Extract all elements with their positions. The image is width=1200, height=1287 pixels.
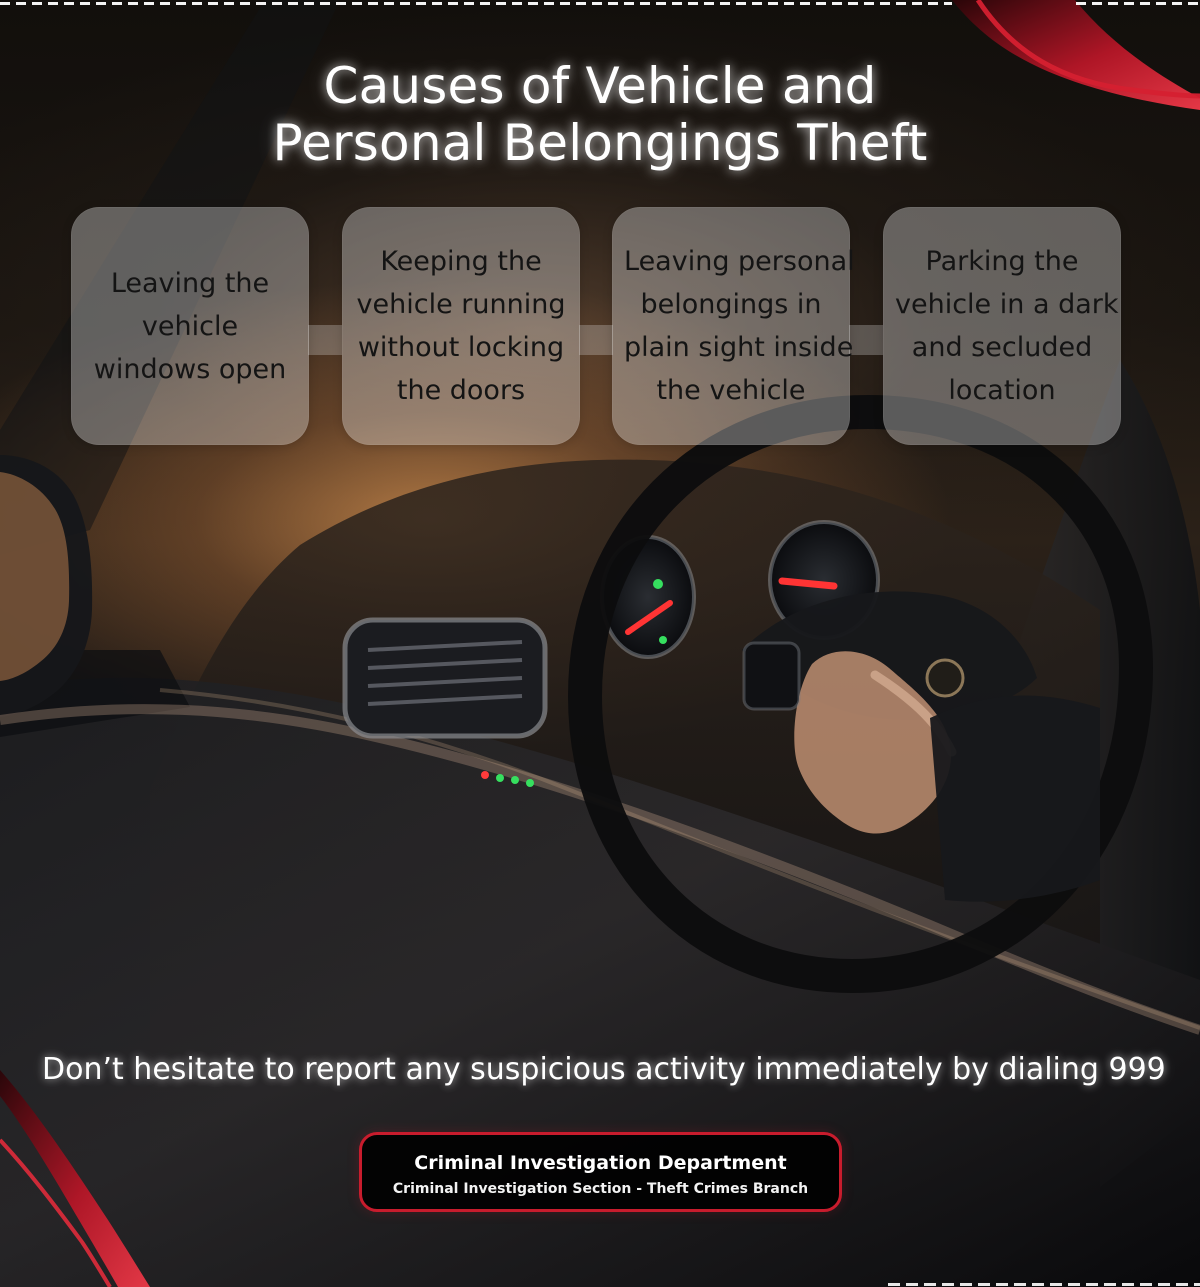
cause-connector-1 <box>308 325 342 355</box>
cause-text-belongings-visible <box>624 240 855 412</box>
cause-card-dark-location <box>883 207 1121 445</box>
cause-line: location <box>948 375 1056 406</box>
cause-line: the vehicle <box>656 375 806 406</box>
department-name: Criminal Investigation Department <box>414 1152 787 1174</box>
title-line-1: Causes of Vehicle and <box>323 57 877 115</box>
bottom-dashed-border <box>888 1279 1200 1287</box>
title-line-2: Personal Belongings Theft <box>272 114 928 172</box>
cause-connector-2 <box>579 325 613 355</box>
cause-line: Parking the <box>925 246 1079 277</box>
cause-flow <box>0 0 1200 520</box>
cause-line: the doors <box>396 375 526 406</box>
cause-line: Keeping the <box>380 246 542 277</box>
department-section: Criminal Investigation Section - Theft Crimes Branch <box>392 1181 809 1197</box>
cause-line: Leaving the <box>110 267 270 299</box>
cause-line: vehicle in a dark <box>895 289 1119 320</box>
cause-line: belongings in <box>640 289 822 320</box>
cause-card-belongings-visible <box>612 207 855 445</box>
cause-line: vehicle <box>141 310 239 342</box>
report-message: Don’t hesitate to report any suspicious activity immediately by dialing 999 <box>42 1052 1166 1087</box>
cause-line: plain sight inside <box>624 332 854 363</box>
cause-line: windows open <box>93 353 287 385</box>
cause-text-windows-open <box>83 262 297 391</box>
cause-text-dark-location <box>895 240 1119 412</box>
cause-card-vehicle-running <box>342 207 580 445</box>
cause-text-vehicle-running <box>354 240 568 412</box>
cause-line: and secluded <box>911 332 1093 363</box>
cause-card-windows-open <box>71 207 309 445</box>
cause-line: Leaving personal <box>624 246 855 277</box>
cause-line: without locking <box>357 332 565 363</box>
cause-connector-3 <box>849 325 883 355</box>
department-badge <box>359 1132 842 1212</box>
cause-line: vehicle running <box>356 289 566 320</box>
